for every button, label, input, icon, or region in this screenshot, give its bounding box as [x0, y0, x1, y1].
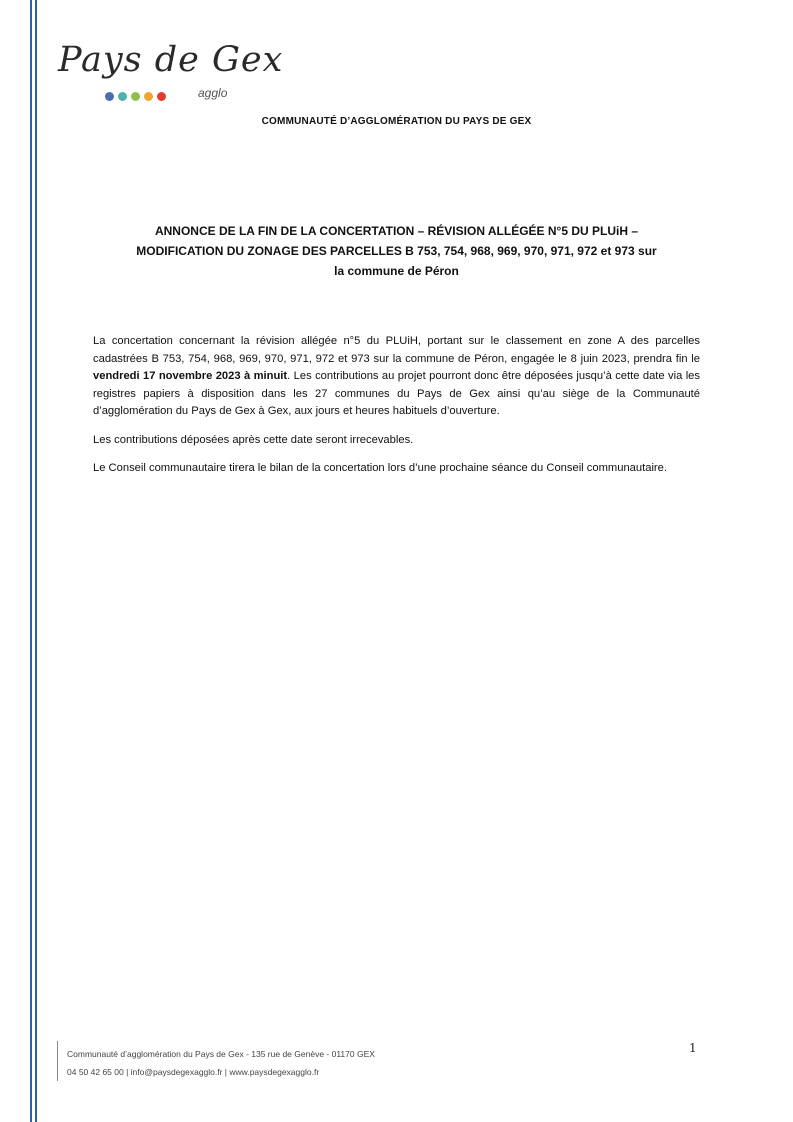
paragraph-announcement	[93, 333, 700, 421]
footer	[67, 1045, 375, 1081]
page-number: 1	[689, 1041, 697, 1055]
left-margin-rule-inner	[35, 0, 37, 1122]
logo-dots	[105, 92, 166, 101]
pays-de-gex-logo	[58, 40, 284, 104]
logo-sub-text: agglo	[198, 86, 228, 100]
logo-dot	[118, 92, 127, 101]
logo-script-text: Pays de Gex	[58, 40, 284, 80]
logo-dot	[131, 92, 140, 101]
logo-dot	[105, 92, 114, 101]
paragraph-text: . Les contributions au projet pourront donc être déposées jusqu’à cette date via les registres papiers à disposition dans les 27 communes du Pays de Gex ainsi qu’au siège de la Communauté d’agglomération du Pays de Gex à Gex, aux jours et heures habituels d’ouverture.	[93, 370, 701, 417]
footer-divider	[57, 1041, 58, 1081]
footer-contact: 04 50 42 65 00 | info@paysdegexagglo.fr | www.paysdegexagglo.fr	[67, 1067, 320, 1077]
logo-dot	[157, 92, 166, 101]
deadline-bold-text: vendredi 17 novembre 2023 à minuit	[93, 370, 288, 382]
title-line: MODIFICATION DU ZONAGE DES PARCELLES B 753, 754, 968, 969, 970, 971, 972 et 973 sur	[136, 244, 657, 258]
document-body	[93, 333, 700, 489]
document-title	[90, 221, 703, 281]
paragraph-bilan: Le Conseil communautaire tirera le bilan de la concertation lors d’une prochaine séance du Conseil communautaire.	[93, 462, 667, 474]
paragraph-text: La concertation concernant la révision allégée n°5 du PLUiH, portant sur le classement en zone A des parcelles cadastrées B 753, 754, 968, 969, 970, 971, 972 et 973 sur la commune de Péron, engagée le 8 juin 2023, prendra fin le	[93, 335, 700, 365]
organization-header: COMMUNAUTÉ D’AGGLOMÉRATION DU PAYS DE GEX	[261, 116, 532, 127]
footer-address: Communauté d’agglomération du Pays de Gex - 135 rue de Genève - 01170 GEX	[67, 1049, 375, 1059]
logo-dot	[144, 92, 153, 101]
paragraph-irrecevables: Les contributions déposées après cette date seront irrecevables.	[93, 433, 414, 446]
title-line: la commune de Péron	[334, 264, 459, 278]
left-margin-rule	[30, 0, 32, 1122]
title-line: ANNONCE DE LA FIN DE LA CONCERTATION – RÉVISION ALLÉGÉE N°5 DU PLUiH –	[154, 224, 639, 238]
